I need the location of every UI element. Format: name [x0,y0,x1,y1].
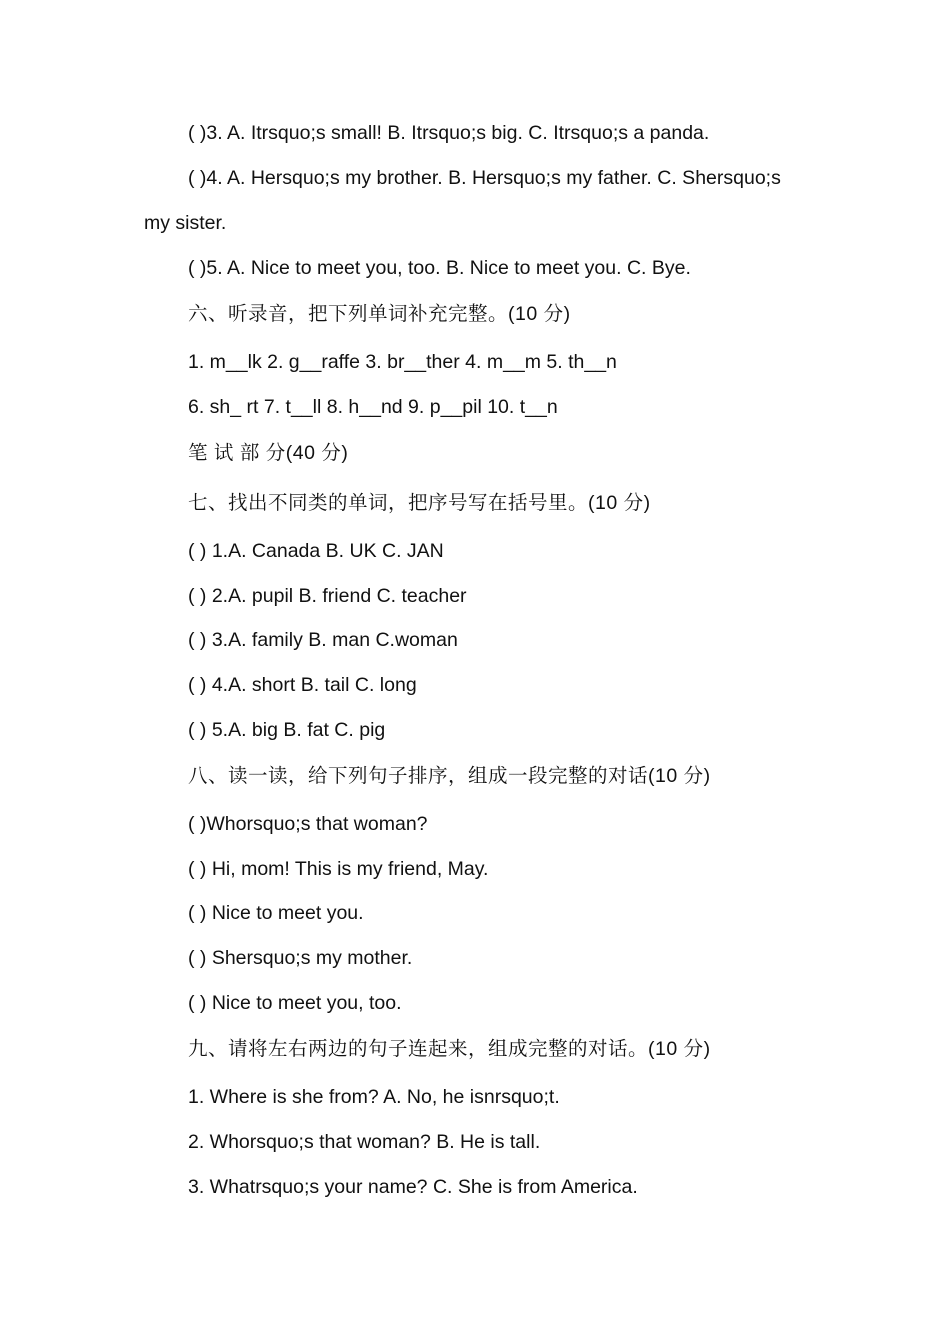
section-6-heading: 六、听录音，把下列单词补充完整。(10 分) [188,303,571,325]
matching-item-3: 3. Whatrsquo;s your name? C. She is from America. [188,1176,638,1198]
section-7-heading: 七、找出不同类的单词，把序号写在括号里。(10 分) [188,492,651,514]
odd-one-out-item-1: ( ) 1.A. Canada B. UK C. JAN [188,540,444,562]
dialogue-sentence-4: ( ) Shersquo;s my mother. [188,947,413,969]
matching-item-2: 2. Whorsquo;s that woman? B. He is tall. [188,1131,541,1153]
odd-one-out-item-5: ( ) 5.A. big B. fat C. pig [188,719,386,741]
dialogue-sentence-3: ( ) Nice to meet you. [188,902,364,924]
matching-item-1: 1. Where is she from? A. No, he isnrsquo;t. [188,1086,560,1108]
fill-in-words-row-1: 1. m__lk 2. g__raffe 3. br__ther 4. m__m 5. th__n [188,351,617,373]
odd-one-out-item-4: ( ) 4.A. short B. tail C. long [188,674,417,696]
question-3-options: ( )3. A. Itrsquo;s small! B. Itrsquo;s big. C. Itrsquo;s a panda. [188,122,710,144]
dialogue-sentence-5: ( ) Nice to meet you, too. [188,992,402,1014]
section-8-heading: 八、读一读，给下列句子排序，组成一段完整的对话(10 分) [188,765,711,787]
question-4-options-continued: my sister. [144,212,227,234]
fill-in-words-row-2: 6. sh_ rt 7. t__ll 8. h__nd 9. p__pil 10. t__n [188,396,558,418]
question-4-options: ( )4. A. Hersquo;s my brother. B. Hersquo;s my father. C. Shersquo;s [188,167,781,189]
written-part-heading: 笔 试 部 分(40 分) [188,442,349,464]
question-5-options: ( )5. A. Nice to meet you, too. B. Nice to meet you. C. Bye. [188,257,691,279]
dialogue-sentence-2: ( ) Hi, mom! This is my friend, May. [188,858,489,880]
odd-one-out-item-2: ( ) 2.A. pupil B. friend C. teacher [188,585,467,607]
section-9-heading: 九、请将左右两边的句子连起来，组成完整的对话。(10 分) [188,1038,711,1060]
dialogue-sentence-1: ( )Whorsquo;s that woman? [188,813,428,835]
odd-one-out-item-3: ( ) 3.A. family B. man C.woman [188,629,458,651]
